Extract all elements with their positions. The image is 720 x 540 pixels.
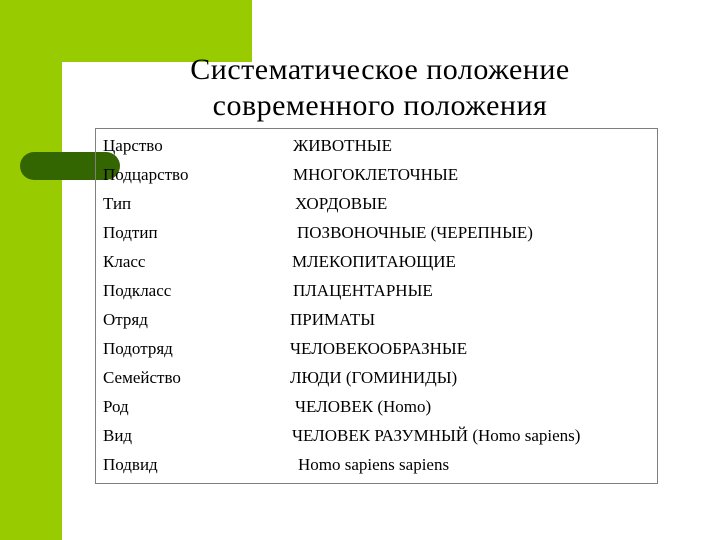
table-row <box>96 305 657 334</box>
table-row <box>96 160 657 189</box>
rank-label: Род <box>103 397 129 416</box>
rank-label: Подвид <box>103 455 158 474</box>
rank-label: Подкласс <box>103 281 172 300</box>
taxon-value: ЧЕЛОВЕКООБРАЗНЫЕ <box>290 339 468 358</box>
rank-label: Вид <box>103 426 133 445</box>
rank-label: Отряд <box>103 310 148 329</box>
table-row <box>96 334 657 363</box>
rank-label: Тип <box>103 194 132 213</box>
taxon-value: МЛЕКОПИТАЮЩИЕ <box>292 252 456 271</box>
rank-label: Подотряд <box>103 339 173 358</box>
taxon-value: ПЛАЦЕНТАРНЫЕ <box>293 281 433 300</box>
table-row <box>96 363 657 392</box>
taxonomy-table <box>95 128 658 484</box>
taxon-value: МНОГОКЛЕТОЧНЫЕ <box>293 165 459 184</box>
table-row <box>96 218 657 247</box>
taxon-value: ПОЗВОНОЧНЫЕ (ЧЕРЕПНЫЕ) <box>297 223 533 242</box>
taxon-value: ЧЕЛОВЕК (Homo) <box>295 397 432 416</box>
rank-label: Класс <box>103 252 146 271</box>
taxon-value: ХОРДОВЫЕ <box>295 194 388 213</box>
slide-title <box>100 52 660 124</box>
taxon-value: ПРИМАТЫ <box>290 310 376 329</box>
rank-label: Подцарство <box>103 165 189 184</box>
table-row <box>96 450 657 479</box>
taxon-value: Homo sapiens sapiens <box>298 455 450 474</box>
rank-label: Царство <box>103 136 163 155</box>
taxon-value: ЧЕЛОВЕК РАЗУМНЫЙ (Homo sapiens) <box>292 426 581 445</box>
taxon-value: ЖИВОТНЫЕ <box>293 136 392 155</box>
table-row <box>96 276 657 305</box>
rank-label: Семейство <box>103 368 181 387</box>
decorative-green-left-band <box>0 0 62 540</box>
decorative-rounded-corner <box>62 62 102 102</box>
table-row <box>96 421 657 450</box>
rank-label: Подтип <box>103 223 158 242</box>
slide-title-line-1: Систематическое положение <box>190 53 570 86</box>
table-row <box>96 392 657 421</box>
slide-title-line-2: современного положения <box>212 89 548 122</box>
table-row <box>96 131 657 160</box>
taxon-value: ЛЮДИ (ГОМИНИДЫ) <box>290 368 458 387</box>
table-row <box>96 247 657 276</box>
table-row <box>96 189 657 218</box>
